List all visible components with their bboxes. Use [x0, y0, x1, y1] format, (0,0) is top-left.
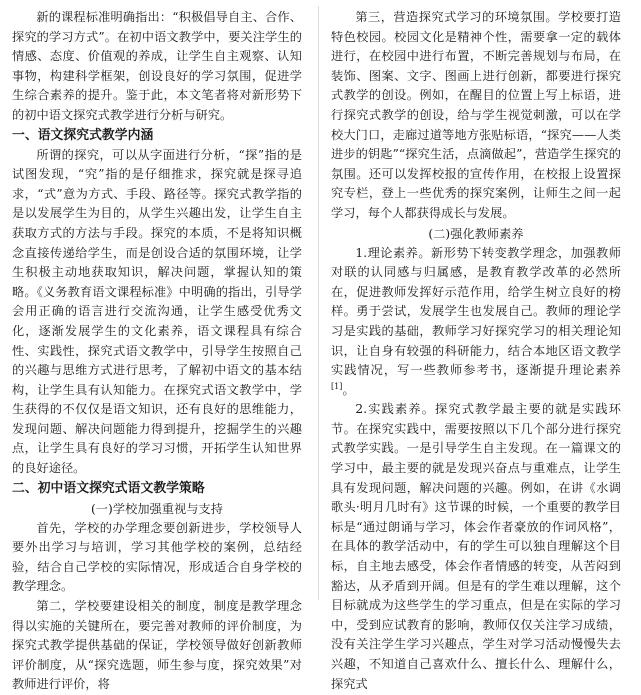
second-strategy-paragraph: 第二，学校要建设相关的制度，制度是教学理念得以实施的关键所在，要完善对教师的评价制度，为探究式教学提供基础的保证，学校领导做好创新教师评价制度，从“探究选题，师生参与度，探究效果”对教师进行评价，将 — [12, 599, 302, 692]
section-heading-1: 一、语文探究式教学内涵 — [12, 127, 154, 143]
section-heading-2: 二、初中语文探究式语文教学策略 — [12, 480, 205, 496]
theory-paragraph — [331, 244, 621, 401]
left-column — [12, 8, 302, 695]
citation-marker[interactable]: [1] — [331, 381, 343, 391]
column-divider — [318, 6, 319, 600]
third-strategy-paragraph: 第三，营造探究式学习的环境氛围。学校要打造特色校园。校园文化是精神个性，需要拿一定的载体进行，在校园中进行布置，不断完善规划与布局，在装饰、图案、文字、图画上进行创新，都要进行探究式教学的创设。例如，在醒目的位置上写上标语，进行探究式教学的创设，给与学生视觉刺激，可以在学校大门口，走廊过道等地方张贴标语，“探究——人类进步的钥匙”“探究生活，点滴做起”，营造学生探究的氛围。还可以发挥校报的宣传作用，在校报上设置探究专栏，登上一些优秀的探究案例，让师生之间一起学习，每个人都获得成长与发展。 — [331, 10, 621, 220]
subsection-heading-1: (一)学校加强重视与支持 — [91, 501, 223, 516]
meaning-paragraph: 所谓的探究，可以从字面进行分析，“探”指的是试图发现，“究”指的是仔细推求，探究就是探寻追求，“式”意为方式、手段、路径等。探究式教学指的是以发展学生为目的，从学生兴趣出发，让学生自主获取方式的方法与手段。探究的本质，不是将知识概念直接传递给学生，而是创设合适的氛围环境，让学生积极主动地获取知识，解决问题，掌握认知的策略。《义务教育语文课程标准》中明确的指出，引导学会用正确的语言进行交流沟通，让学生感受优秀文化，逐渐发展学生的文化素养，语文课程具有综合性、实践性，探究式语文教学中，引导学生按照自己的兴趣与思维方式进行思考，了解初中语文的基本结构，让学生具有认知能力。在探究式语文教学中，学生获得的不仅仅是语文知识，还有良好的思维能力，发现问题、解决问题能力得到提升，挖掘学生的兴趣点，让学生具有良好的学习习惯，开拓学生认知世界的良好途径。 — [12, 147, 302, 476]
theory-text: 1.理论素养。新形势下转变教学理念，加强教师对联的认同感与归属感，是教育教学改革的必然所在，促进教师发挥好示范作用，给学生树立良好的榜样。勇于尝试，发展学生也发展自己。教师的理论学习是实践的基础，教师学习好探究学习的相关理论知识，让自身有较强的科研能力，结合本地区语文教学实践情况，写一些教师参考书，逐渐提升理论素养 — [331, 245, 621, 378]
intro-paragraph: 新的课程标准明确指出：“积极倡导自主、合作、探究的学习方式”。在初中语文教学中，要关注学生的情感、态度、价值观的养成，让学生自主观察、认知事物，构建科学框架，创设良好的学习氛围，促进学生综合素养的提升。鉴于此，本文笔者将对新形势下的初中语文探究式教学进行分析与研究。 — [12, 10, 302, 122]
practice-paragraph: 2.实践素养。探究式教学最主要的就是实践环节。在探究实践中，需要按照以下几个部分进行探究式教学实践。一是引导学生自主发现。在一篇课文的学习中，最主要的就是发现兴奋点与重难点，让学生具有发现问题，解决问题的兴趣。例如，在讲《水调歌头·明月几时有》这节课的时候，一个重要的教学目标是“通过朗诵与学习，体会作者豪放的作词风格”，在具体的教学活动中，有的学生可以独自理解这个目标，自主地去感受，体会作者情感的转变，从苦闷到豁达，从矛盾到开阔。但是有的学生难以理解，这个目标就成为这些学生的学习重点，但是在实际的学习中，受到应试教育的影响，教师仅仅关注学习成绩，没有关注学生学习兴趣点，学生对学习活动慢慢失去兴趣，不知道自己喜欢什么、擅长什么、理解什么，探究式 — [331, 402, 621, 691]
subsection-heading-2: (二)强化教师素养 — [428, 226, 524, 241]
theory-end: 。 — [342, 382, 355, 397]
right-column — [331, 8, 621, 694]
first-strategy-paragraph: 首先，学校的办学理念要创新进步，学校领导人要外出学习与培训，学习其他学校的案例，总结经验，结合自己学校的实际情况，形成适合自身学校的教学理念。 — [12, 520, 302, 594]
